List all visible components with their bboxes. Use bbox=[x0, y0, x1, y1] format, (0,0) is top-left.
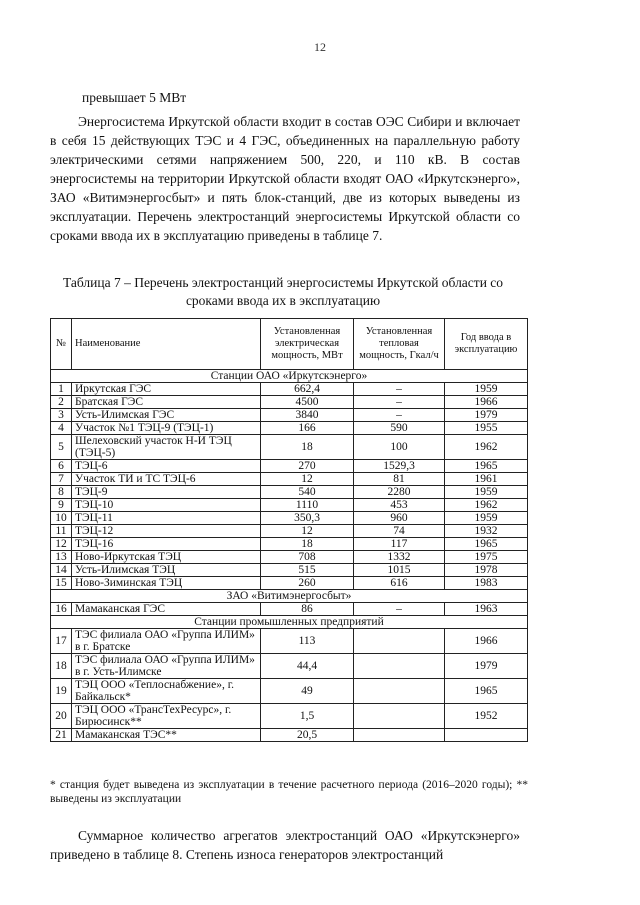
cell-num: 19 bbox=[51, 679, 72, 704]
cell-year bbox=[445, 729, 528, 742]
table-row bbox=[51, 679, 528, 704]
cell-num: 5 bbox=[51, 435, 72, 460]
cell-electric: 1,5 bbox=[261, 704, 354, 729]
cell-name: ТЭЦ-11 bbox=[72, 512, 261, 525]
cell-num: 1 bbox=[51, 383, 72, 396]
cell-electric: 260 bbox=[261, 577, 354, 590]
cell-year: 1932 bbox=[445, 525, 528, 538]
cell-electric: 113 bbox=[261, 629, 354, 654]
cell-num: 21 bbox=[51, 729, 72, 742]
header-electric: Установленная электрическая мощность, МВт bbox=[261, 319, 354, 370]
cell-thermal: 590 bbox=[354, 422, 445, 435]
cell-num: 16 bbox=[51, 603, 72, 616]
main-paragraph: Энергосистема Иркутской области входит в состав ОЭС Сибири и включает в себя 15 действующих ТЭС и 4 ГЭС, объединенных на параллельную работу электрическими сетями напряжением 500, 220, и 110 кВ. В состав энергосистемы на территории Иркутской области входят ОАО «Иркутскэнерго», ЗАО «Витимэнергосбыт» и пять блок-станций, две из которых выведены из эксплуатации. Перечень электростанций энергосистемы Иркутской области со сроками ввода их в эксплуатацию приведены в таблице 7. bbox=[50, 114, 520, 243]
cell-name: ТЭЦ-9 bbox=[72, 486, 261, 499]
cell-name: Участок №1 ТЭЦ-9 (ТЭЦ-1) bbox=[72, 422, 261, 435]
table-row bbox=[51, 538, 528, 551]
cell-electric: 1110 bbox=[261, 499, 354, 512]
cell-year: 1983 bbox=[445, 577, 528, 590]
cell-thermal bbox=[354, 629, 445, 654]
cell-num: 9 bbox=[51, 499, 72, 512]
cell-name: Иркутская ГЭС bbox=[72, 383, 261, 396]
cell-thermal: – bbox=[354, 409, 445, 422]
cell-year: 1966 bbox=[445, 629, 528, 654]
cell-num: 18 bbox=[51, 654, 72, 679]
table-row bbox=[51, 422, 528, 435]
cell-num: 17 bbox=[51, 629, 72, 654]
cell-year: 1962 bbox=[445, 435, 528, 460]
cell-year: 1965 bbox=[445, 460, 528, 473]
cell-num: 13 bbox=[51, 551, 72, 564]
cell-electric: 515 bbox=[261, 564, 354, 577]
header-year: Год ввода в эксплуатацию bbox=[445, 319, 528, 370]
cell-electric: 86 bbox=[261, 603, 354, 616]
cell-name: ТЭЦ-10 bbox=[72, 499, 261, 512]
cell-name: ТЭЦ ООО «ТрансТехРесурс», г. Бирюсинск** bbox=[72, 704, 261, 729]
page-number: 12 bbox=[314, 40, 326, 54]
cell-thermal: 1015 bbox=[354, 564, 445, 577]
group-row bbox=[51, 616, 528, 629]
group-title: Станции промышленных предприятий bbox=[51, 616, 528, 629]
cell-num: 8 bbox=[51, 486, 72, 499]
cell-num: 11 bbox=[51, 525, 72, 538]
cell-num: 2 bbox=[51, 396, 72, 409]
table-row bbox=[51, 383, 528, 396]
cell-thermal: 1529,3 bbox=[354, 460, 445, 473]
group-title: Станции ОАО «Иркутскэнерго» bbox=[51, 370, 528, 383]
table-row bbox=[51, 396, 528, 409]
cell-electric: 18 bbox=[261, 538, 354, 551]
cell-name: Участок ТИ и ТС ТЭЦ-6 bbox=[72, 473, 261, 486]
cell-year: 1959 bbox=[445, 486, 528, 499]
table-row bbox=[51, 551, 528, 564]
table-row bbox=[51, 435, 528, 460]
cell-thermal: 117 bbox=[354, 538, 445, 551]
cell-electric: 270 bbox=[261, 460, 354, 473]
cell-name: ТЭЦ-12 bbox=[72, 525, 261, 538]
cell-thermal bbox=[354, 704, 445, 729]
cell-thermal: – bbox=[354, 396, 445, 409]
cell-name: ТЭС филиала ОАО «Группа ИЛИМ» в г. Усть-Илимске bbox=[72, 654, 261, 679]
table-body bbox=[51, 370, 528, 742]
table-row bbox=[51, 525, 528, 538]
cell-name: Мамаканская ГЭС bbox=[72, 603, 261, 616]
power-stations-table bbox=[50, 318, 528, 742]
cell-num: 15 bbox=[51, 577, 72, 590]
cell-thermal: 960 bbox=[354, 512, 445, 525]
group-title: ЗАО «Витимэнергосбыт» bbox=[51, 590, 528, 603]
header-name: Наименование bbox=[72, 319, 261, 370]
cell-num: 10 bbox=[51, 512, 72, 525]
cell-num: 7 bbox=[51, 473, 72, 486]
cell-thermal bbox=[354, 679, 445, 704]
cell-electric: 708 bbox=[261, 551, 354, 564]
cell-thermal: – bbox=[354, 383, 445, 396]
cell-num: 4 bbox=[51, 422, 72, 435]
footnote: * станция будет выведена из эксплуатации в течение расчетного периода (2016–2020 годы); ** выведены из эксплуатации bbox=[50, 779, 528, 805]
table-row bbox=[51, 564, 528, 577]
cell-name: Мамаканская ТЭС** bbox=[72, 729, 261, 742]
cell-year: 1961 bbox=[445, 473, 528, 486]
header-num: № bbox=[51, 319, 72, 370]
cell-thermal: 2280 bbox=[354, 486, 445, 499]
cell-thermal bbox=[354, 654, 445, 679]
table-row bbox=[51, 473, 528, 486]
cell-num: 12 bbox=[51, 538, 72, 551]
table-row bbox=[51, 704, 528, 729]
table-row bbox=[51, 729, 528, 742]
cell-name: Ново-Иркутская ТЭЦ bbox=[72, 551, 261, 564]
cell-name: Ново-Зиминская ТЭЦ bbox=[72, 577, 261, 590]
cell-name: ТЭС филиала ОАО «Группа ИЛИМ» в г. Братске bbox=[72, 629, 261, 654]
cell-name: Усть-Илимская ГЭС bbox=[72, 409, 261, 422]
cell-thermal bbox=[354, 729, 445, 742]
header-thermal: Установленная тепловая мощность, Гкал/ч bbox=[354, 319, 445, 370]
cell-year: 1979 bbox=[445, 409, 528, 422]
cell-year: 1979 bbox=[445, 654, 528, 679]
group-row bbox=[51, 590, 528, 603]
cell-name: ТЭЦ-6 bbox=[72, 460, 261, 473]
cell-electric: 12 bbox=[261, 473, 354, 486]
table-header-row bbox=[51, 319, 528, 370]
cell-year: 1975 bbox=[445, 551, 528, 564]
cell-thermal: 1332 bbox=[354, 551, 445, 564]
cell-electric: 20,5 bbox=[261, 729, 354, 742]
cell-electric: 18 bbox=[261, 435, 354, 460]
table-row bbox=[51, 654, 528, 679]
cell-thermal: – bbox=[354, 603, 445, 616]
cell-electric: 49 bbox=[261, 679, 354, 704]
bottom-paragraph: Суммарное количество агрегатов электростанций ОАО «Иркутскэнерго» приведено в таблице 8. Степень износа генераторов электростанций bbox=[50, 828, 520, 862]
intro-fragment: превышает 5 МВт bbox=[82, 90, 187, 105]
cell-year: 1959 bbox=[445, 383, 528, 396]
table-row bbox=[51, 499, 528, 512]
cell-name: ТЭЦ-16 bbox=[72, 538, 261, 551]
cell-name: Шелеховский участок Н-И ТЭЦ (ТЭЦ-5) bbox=[72, 435, 261, 460]
cell-electric: 350,3 bbox=[261, 512, 354, 525]
table-row bbox=[51, 629, 528, 654]
cell-year: 1965 bbox=[445, 538, 528, 551]
cell-electric: 166 bbox=[261, 422, 354, 435]
cell-thermal: 81 bbox=[354, 473, 445, 486]
cell-year: 1955 bbox=[445, 422, 528, 435]
cell-name: Усть-Илимская ТЭЦ bbox=[72, 564, 261, 577]
cell-num: 14 bbox=[51, 564, 72, 577]
cell-name: Братская ГЭС bbox=[72, 396, 261, 409]
cell-thermal: 616 bbox=[354, 577, 445, 590]
cell-thermal: 453 bbox=[354, 499, 445, 512]
cell-name: ТЭЦ ООО «Теплоснабжение», г. Байкальск* bbox=[72, 679, 261, 704]
cell-electric: 4500 bbox=[261, 396, 354, 409]
cell-year: 1965 bbox=[445, 679, 528, 704]
cell-num: 20 bbox=[51, 704, 72, 729]
table-row bbox=[51, 603, 528, 616]
cell-year: 1952 bbox=[445, 704, 528, 729]
cell-num: 3 bbox=[51, 409, 72, 422]
cell-thermal: 100 bbox=[354, 435, 445, 460]
cell-year: 1966 bbox=[445, 396, 528, 409]
cell-electric: 3840 bbox=[261, 409, 354, 422]
group-row bbox=[51, 370, 528, 383]
cell-year: 1959 bbox=[445, 512, 528, 525]
table-row bbox=[51, 460, 528, 473]
table-row bbox=[51, 486, 528, 499]
cell-thermal: 74 bbox=[354, 525, 445, 538]
cell-year: 1963 bbox=[445, 603, 528, 616]
cell-year: 1978 bbox=[445, 564, 528, 577]
table-row bbox=[51, 512, 528, 525]
cell-electric: 12 bbox=[261, 525, 354, 538]
cell-electric: 44,4 bbox=[261, 654, 354, 679]
table-row bbox=[51, 409, 528, 422]
cell-electric: 540 bbox=[261, 486, 354, 499]
cell-year: 1962 bbox=[445, 499, 528, 512]
table-caption: Таблица 7 – Перечень электростанций энергосистемы Иркутской области со сроками ввода их в эксплуатацию bbox=[62, 275, 504, 308]
cell-num: 6 bbox=[51, 460, 72, 473]
cell-electric: 662,4 bbox=[261, 383, 354, 396]
table-row bbox=[51, 577, 528, 590]
